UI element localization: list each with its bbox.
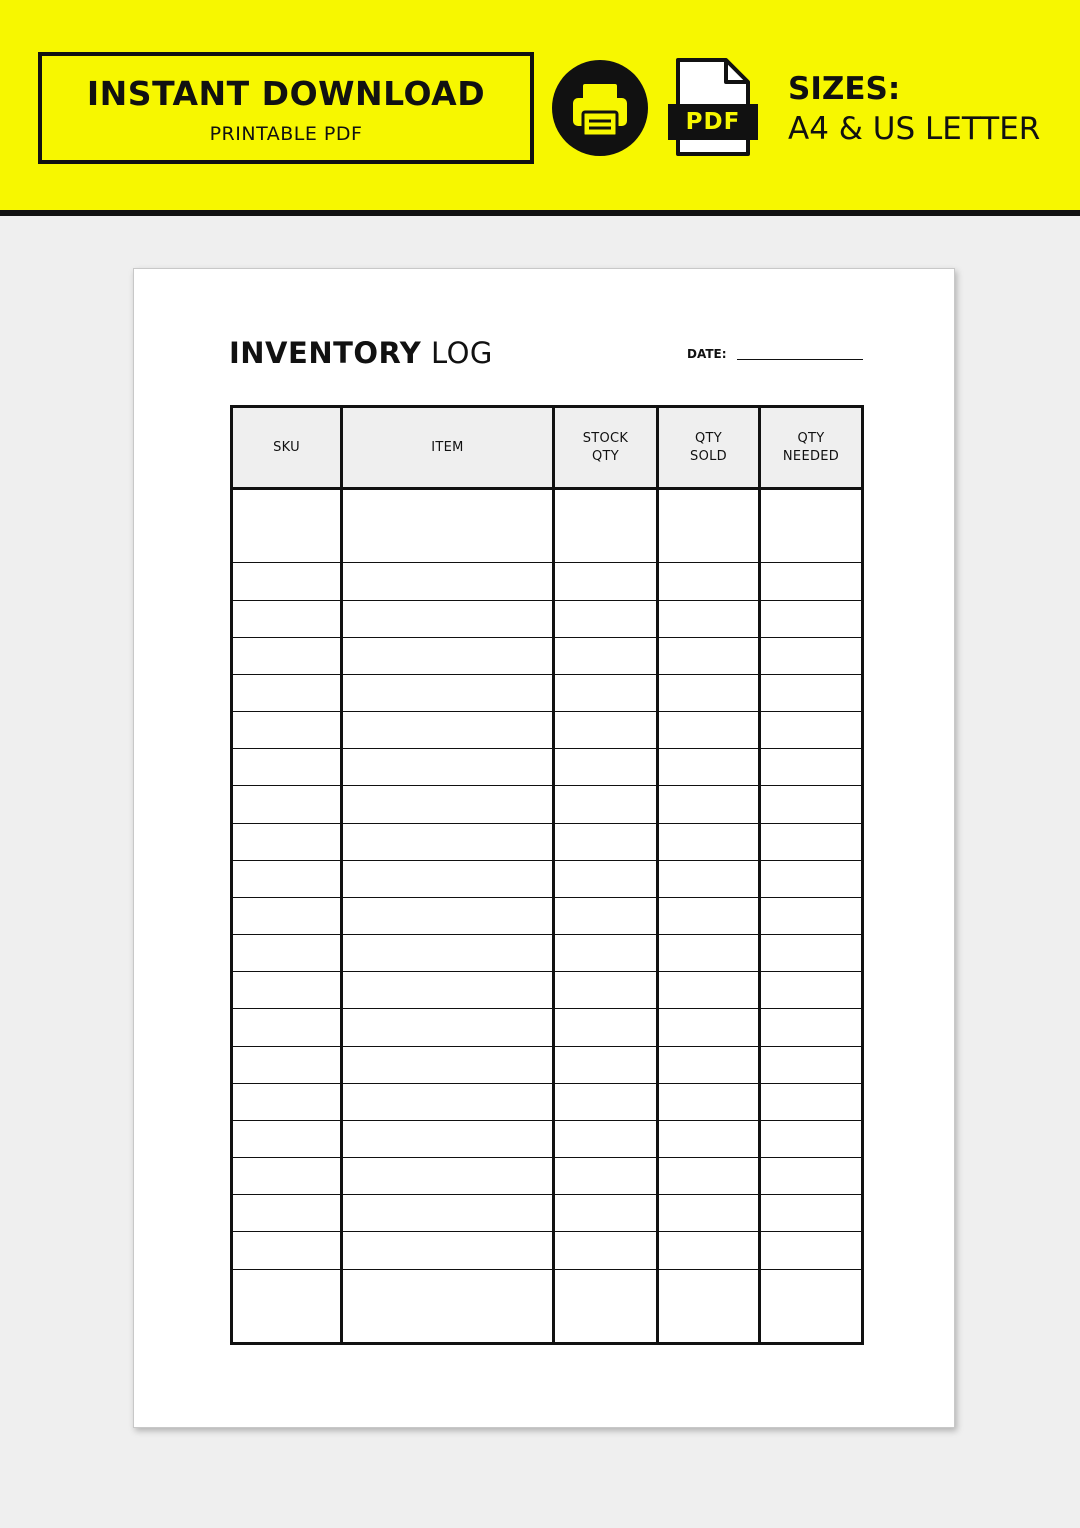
table-cell-sku[interactable] [232,1232,342,1269]
table-cell-sku[interactable] [232,860,342,897]
table-cell-sku[interactable] [232,786,342,823]
table-cell-qty-sold[interactable] [658,600,760,637]
table-cell-qty-sold[interactable] [658,786,760,823]
inventory-log-sheet [133,268,955,1428]
table-row [232,897,863,934]
table-cell-sku[interactable] [232,1158,342,1195]
table-row [232,1158,863,1195]
table-cell-qty-sold[interactable] [658,897,760,934]
table-cell-item[interactable] [342,860,554,897]
table-cell-item[interactable] [342,1269,554,1343]
column-header-sku [232,407,342,489]
table-row [232,1195,863,1232]
sizes-value: A4 & US LETTER [788,111,1041,147]
table-cell-qty-sold[interactable] [658,712,760,749]
table-cell-qty-sold[interactable] [658,823,760,860]
table-cell-sku[interactable] [232,1269,342,1343]
promo-banner [0,0,1080,216]
table-row [232,637,863,674]
table-cell-qty-needed[interactable] [760,1046,863,1083]
table-row [232,749,863,786]
table-cell-item[interactable] [342,563,554,600]
table-cell-qty-needed[interactable] [760,1009,863,1046]
table-cell-sku[interactable] [232,1046,342,1083]
table-cell-item[interactable] [342,1195,554,1232]
table-cell-qty-sold[interactable] [658,674,760,711]
table-cell-sku[interactable] [232,972,342,1009]
table-cell-sku[interactable] [232,1120,342,1157]
table-cell-qty-needed[interactable] [760,712,863,749]
date-label: DATE: [687,347,727,361]
table-cell-item[interactable] [342,600,554,637]
table-cell-stock-qty[interactable] [554,1083,658,1120]
table-cell-qty-needed[interactable] [760,563,863,600]
column-header-text: ITEM [431,439,464,455]
table-cell-qty-needed[interactable] [760,1269,863,1343]
page-title [229,335,493,371]
table-cell-qty-needed[interactable] [760,786,863,823]
table-cell-stock-qty[interactable] [554,860,658,897]
table-cell-item[interactable] [342,1009,554,1046]
table-cell-sku[interactable] [232,637,342,674]
table-cell-qty-sold[interactable] [658,935,760,972]
table-cell-stock-qty[interactable] [554,897,658,934]
table-row [232,712,863,749]
table-cell-qty-sold[interactable] [658,1195,760,1232]
table-cell-stock-qty[interactable] [554,1195,658,1232]
download-title: INSTANT DOWNLOAD [86,74,486,113]
table-cell-sku[interactable] [232,1195,342,1232]
title-bold: INVENTORY [229,336,422,370]
table-cell-qty-needed[interactable] [760,935,863,972]
table-body [232,489,863,1344]
table-cell-qty-needed[interactable] [760,749,863,786]
table-row [232,860,863,897]
table-row [232,972,863,1009]
table-cell-stock-qty[interactable] [554,1120,658,1157]
table-cell-qty-sold[interactable] [658,1158,760,1195]
table-cell-stock-qty[interactable] [554,1269,658,1343]
table-cell-qty-needed[interactable] [760,674,863,711]
table-cell-qty-needed[interactable] [760,1120,863,1157]
instant-download-box [38,52,534,164]
table-cell-stock-qty[interactable] [554,600,658,637]
table-row [232,1083,863,1120]
table-cell-stock-qty[interactable] [554,1009,658,1046]
table-cell-sku[interactable] [232,1009,342,1046]
column-header-text: SKU [273,439,300,455]
table-cell-qty-needed[interactable] [760,600,863,637]
table-row [232,1232,863,1269]
table-cell-stock-qty[interactable] [554,712,658,749]
table-cell-qty-needed[interactable] [760,1195,863,1232]
table-cell-item[interactable] [342,489,554,563]
table-cell-item[interactable] [342,897,554,934]
table-cell-qty-sold[interactable] [658,563,760,600]
sizes-label: SIZES: [788,71,901,107]
table-cell-stock-qty[interactable] [554,823,658,860]
table-cell-sku[interactable] [232,1083,342,1120]
table-row [232,563,863,600]
column-header-text: QTY [797,430,825,446]
column-header-text: NEEDED [782,448,840,464]
table-cell-item[interactable] [342,935,554,972]
download-subtitle: PRINTABLE PDF [209,123,363,145]
table-cell-qty-sold[interactable] [658,1009,760,1046]
table-cell-stock-qty[interactable] [554,1158,658,1195]
table-cell-sku[interactable] [232,563,342,600]
table-cell-stock-qty[interactable] [554,637,658,674]
table-cell-item[interactable] [342,1158,554,1195]
table-cell-stock-qty[interactable] [554,1232,658,1269]
title-light: LOG [430,336,493,370]
inventory-table [230,405,864,1345]
date-field-line [737,359,863,360]
table-cell-sku[interactable] [232,600,342,637]
table-cell-item[interactable] [342,637,554,674]
table-cell-item[interactable] [342,749,554,786]
column-header-item [342,407,554,489]
table-cell-item[interactable] [342,823,554,860]
table-cell-qty-sold[interactable] [658,1046,760,1083]
table-cell-stock-qty[interactable] [554,972,658,1009]
column-header-qty-sold [658,407,760,489]
table-row [232,1120,863,1157]
table-cell-qty-needed[interactable] [760,489,863,563]
table-cell-item[interactable] [342,972,554,1009]
table-cell-item[interactable] [342,1083,554,1120]
table-cell-qty-sold[interactable] [658,1083,760,1120]
table-row [232,786,863,823]
table-cell-sku[interactable] [232,489,342,563]
table-cell-qty-needed[interactable] [760,1158,863,1195]
table-cell-stock-qty[interactable] [554,786,658,823]
table-cell-stock-qty[interactable] [554,674,658,711]
table-cell-sku[interactable] [232,712,342,749]
table-cell-item[interactable] [342,1232,554,1269]
table-cell-sku[interactable] [232,674,342,711]
table-cell-stock-qty[interactable] [554,563,658,600]
table-cell-item[interactable] [342,1046,554,1083]
table-row [232,600,863,637]
column-header-text: STOCK [582,430,629,446]
table-cell-sku[interactable] [232,823,342,860]
column-header-stock-qty [554,407,658,489]
table-row [232,1269,863,1343]
table-cell-item[interactable] [342,712,554,749]
table-cell-qty-sold[interactable] [658,637,760,674]
table-cell-qty-sold[interactable] [658,489,760,563]
table-cell-sku[interactable] [232,749,342,786]
table-cell-qty-needed[interactable] [760,972,863,1009]
table-cell-stock-qty[interactable] [554,1046,658,1083]
table-cell-qty-needed[interactable] [760,637,863,674]
table-row [232,1046,863,1083]
table-row [232,1009,863,1046]
table-cell-stock-qty[interactable] [554,749,658,786]
table-row [232,674,863,711]
column-header-text: SOLD [690,448,727,464]
table-cell-qty-sold[interactable] [658,1120,760,1157]
pdf-label: PDF [668,104,758,140]
table-cell-qty-sold[interactable] [658,749,760,786]
table-cell-qty-needed[interactable] [760,1232,863,1269]
table-cell-sku[interactable] [232,935,342,972]
table-row [232,489,863,563]
table-row [232,935,863,972]
column-header-text: QTY [694,430,722,446]
table-cell-qty-needed[interactable] [760,897,863,934]
table-cell-qty-sold[interactable] [658,1232,760,1269]
table-cell-qty-sold[interactable] [658,1269,760,1343]
column-header-text: QTY [591,448,619,464]
table-cell-stock-qty[interactable] [554,935,658,972]
table-cell-qty-sold[interactable] [658,972,760,1009]
column-header-qty-needed [760,407,863,489]
table-cell-qty-needed[interactable] [760,823,863,860]
table-row [232,823,863,860]
table-header-row [232,407,863,489]
table-cell-item[interactable] [342,674,554,711]
table-cell-sku[interactable] [232,897,342,934]
table-cell-qty-sold[interactable] [658,860,760,897]
printer-icon [552,60,648,156]
table-cell-qty-needed[interactable] [760,860,863,897]
table-cell-qty-needed[interactable] [760,1083,863,1120]
table-cell-item[interactable] [342,1120,554,1157]
table-cell-item[interactable] [342,786,554,823]
table-cell-stock-qty[interactable] [554,489,658,563]
